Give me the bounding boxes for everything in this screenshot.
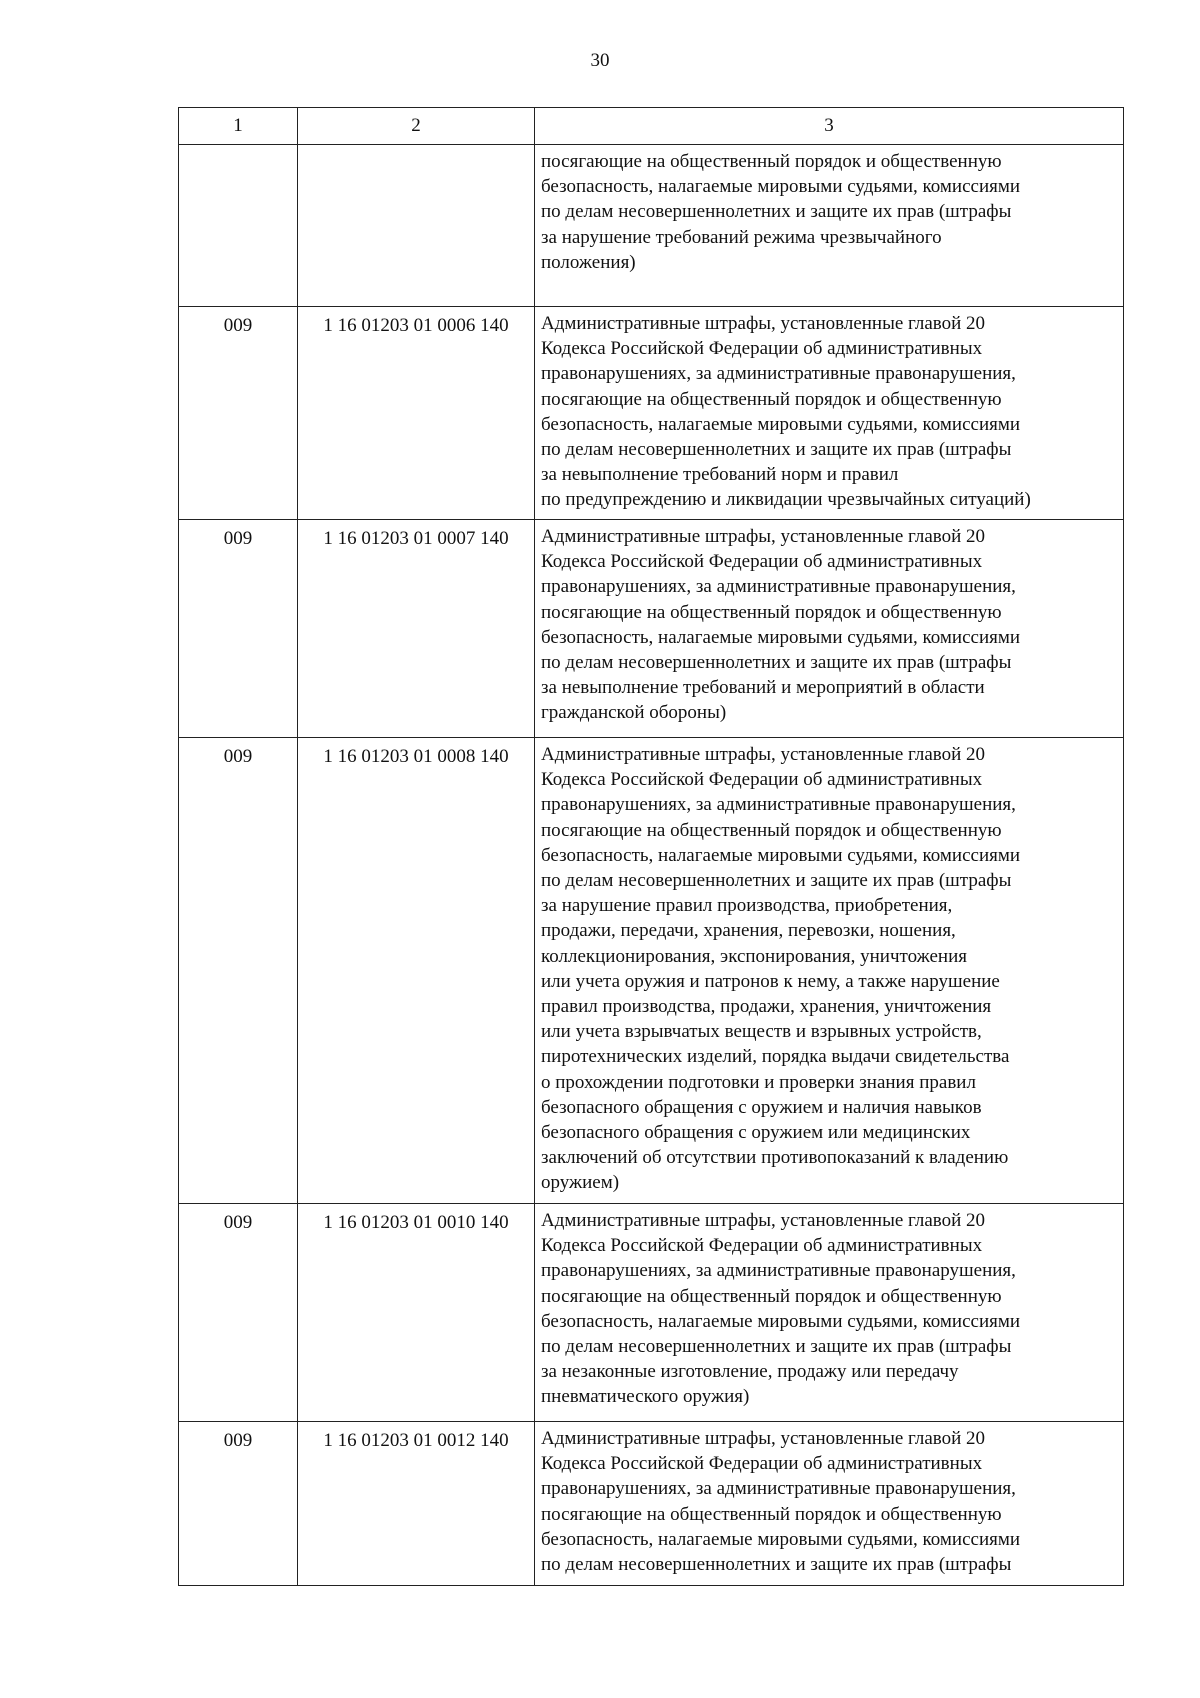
column-header-2: 2 [298,108,535,145]
table-row [179,145,1124,307]
revenue-code-cell: 1 16 01203 01 0007 140 [298,520,535,738]
description-cell: Административные штрафы, установленные главой 20 Кодекса Российской Федерации об административных правонарушениях, за административные правонарушения, посягающие на общественный порядок и общественную безопасность, налагаемые мировыми судьями, комиссиями по делам несовершеннолетних и защите их прав (штрафы за невыполнение требований и мероприятий в области гражданской обороны) [535,520,1124,738]
page-number: 30 [590,50,610,71]
description-cell: посягающие на общественный порядок и общественную безопасность, налагаемые мировыми судьями, комиссиями по делам несовершеннолетних и защите их прав (штрафы за нарушение требований режима чрезвычайного положения) [535,145,1124,307]
table-row [179,520,1124,738]
description-cell: Административные штрафы, установленные главой 20 Кодекса Российской Федерации об административных правонарушениях, за административные правонарушения, посягающие на общественный порядок и общественную безопасность, налагаемые мировыми судьями, комиссиями по делам несовершеннолетних и защите их прав (штрафы за невыполнение требований норм и правил по предупреждению и ликвидации чрезвычайных ситуаций) [535,307,1124,520]
admin-code-cell: 009 [179,307,298,520]
admin-code-cell: 009 [179,1422,298,1586]
revenue-code-cell: 1 16 01203 01 0010 140 [298,1204,535,1422]
description-cell: Административные штрафы, установленные главой 20 Кодекса Российской Федерации об административных правонарушениях, за административные правонарушения, посягающие на общественный порядок и общественную безопасность, налагаемые мировыми судьями, комиссиями по делам несовершеннолетних и защите их прав (штрафы [535,1422,1124,1586]
revenue-code-cell: 1 16 01203 01 0008 140 [298,738,535,1204]
admin-code-cell: 009 [179,1204,298,1422]
revenue-code-cell [298,145,535,307]
table-row [179,1422,1124,1586]
revenue-code-cell: 1 16 01203 01 0012 140 [298,1422,535,1586]
admin-code-cell: 009 [179,738,298,1204]
column-header-1: 1 [179,108,298,145]
revenue-codes-table [178,107,1124,1586]
table-header-row [179,108,1124,145]
table-row [179,1204,1124,1422]
table-row [179,307,1124,520]
table-row [179,738,1124,1204]
admin-code-cell [179,145,298,307]
admin-code-cell: 009 [179,520,298,738]
column-header-3: 3 [535,108,1124,145]
revenue-code-cell: 1 16 01203 01 0006 140 [298,307,535,520]
description-cell: Административные штрафы, установленные главой 20 Кодекса Российской Федерации об административных правонарушениях, за административные правонарушения, посягающие на общественный порядок и общественную безопасность, налагаемые мировыми судьями, комиссиями по делам несовершеннолетних и защите их прав (штрафы за незаконные изготовление, продажу или передачу пневматического оружия) [535,1204,1124,1422]
description-cell: Административные штрафы, установленные главой 20 Кодекса Российской Федерации об административных правонарушениях, за административные правонарушения, посягающие на общественный порядок и общественную безопасность, налагаемые мировыми судьями, комиссиями по делам несовершеннолетних и защите их прав (штрафы за нарушение правил производства, приобретения, продажи, передачи, хранения, перевозки, ношения, коллекционирования, экспонирования, уничтожения или учета оружия и патронов к нему, а также нарушение правил производства, продажи, хранения, уничтожения или учета взрывчатых веществ и взрывных устройств, пиротехнических изделий, порядка выдачи свидетельства о прохождении подготовки и проверки знания правил безопасного обращения с оружием и наличия навыков безопасного обращения с оружием или медицинских заключений об отсутствии противопоказаний к владению оружием) [535,738,1124,1204]
